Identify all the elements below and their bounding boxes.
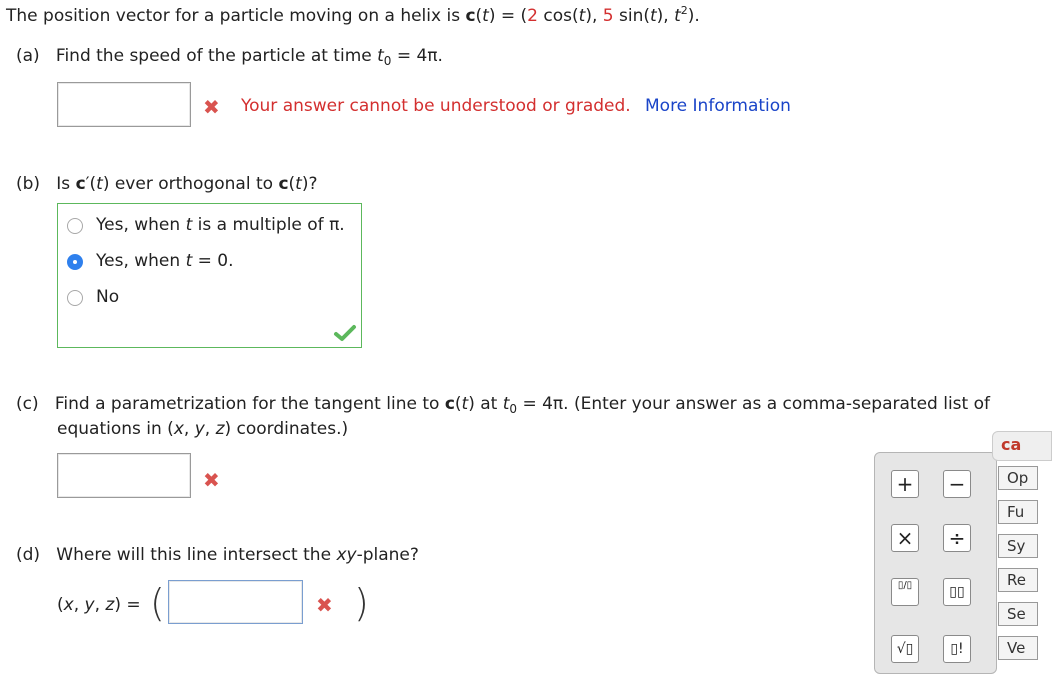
part-c-question-line1: (c) Find a parametrization for the tangent line to c(t) at $t_0 = 4\pi$. (Enter your answer as a comma-separated list of [16, 394, 990, 416]
part-d-answer-input[interactable] [168, 580, 303, 624]
right-paren: ) [354, 581, 369, 625]
choice-1-radio[interactable] [67, 218, 83, 234]
plus-button[interactable]: + [891, 470, 919, 498]
part-b-question: (b) Is c′(t) ever orthogonal to c(t)? [16, 174, 318, 194]
part-b-choices-panel [57, 203, 362, 348]
palette-tab-relations[interactable]: Re [998, 568, 1038, 592]
exponent-button[interactable]: ▯▯ [943, 578, 971, 606]
times-button[interactable]: × [891, 524, 919, 552]
minus-button[interactable]: − [943, 470, 971, 498]
choice-2-label[interactable]: Yes, when t = 0. [96, 251, 234, 271]
incorrect-x-icon: ✖ [203, 468, 220, 492]
incorrect-x-icon: ✖ [203, 95, 220, 119]
correct-check-icon [334, 324, 356, 342]
palette-tab-operations[interactable]: Op [998, 466, 1038, 490]
divide-button[interactable]: ÷ [943, 524, 971, 552]
sqrt-button[interactable]: √▯ [891, 635, 919, 663]
problem-statement: The position vector for a particle moving on a helix is c(t) = (2 cos(t), 5 sin(t), $t^2$). [6, 4, 700, 26]
choice-1-label[interactable]: Yes, when t is a multiple of π. [96, 215, 345, 235]
choice-3-label[interactable]: No [96, 287, 120, 307]
coordinate-label: (x, y, z) = [57, 595, 141, 615]
more-information-link[interactable]: More Information [645, 96, 791, 116]
choice-3-radio[interactable] [67, 290, 83, 306]
palette-tab-sets[interactable]: Se [998, 602, 1038, 626]
calculator-tab-header[interactable]: ca [992, 431, 1052, 461]
palette-tab-vectors[interactable]: Ve [998, 636, 1038, 660]
incorrect-x-icon: ✖ [316, 593, 333, 617]
part-c-question-line2: equations in (x, y, z) coordinates.) [57, 419, 349, 439]
part-a-question: (a) Find the speed of the particle at time $t_0 = 4\pi$. [16, 46, 443, 68]
math-palette [874, 452, 997, 674]
palette-tab-symbols[interactable]: Sy [998, 534, 1038, 558]
left-paren: ( [150, 581, 165, 625]
part-c-answer-input[interactable] [57, 453, 191, 498]
fraction-button[interactable]: ▯/▯ [891, 578, 919, 606]
factorial-button[interactable]: ▯! [943, 635, 971, 663]
part-a-answer-input[interactable] [57, 82, 191, 127]
palette-tab-functions[interactable]: Fu [998, 500, 1038, 524]
choice-2-radio[interactable] [67, 254, 83, 270]
error-message: Your answer cannot be understood or graded. [241, 96, 631, 116]
part-d-question: (d) Where will this line intersect the xy-plane? [16, 545, 419, 565]
